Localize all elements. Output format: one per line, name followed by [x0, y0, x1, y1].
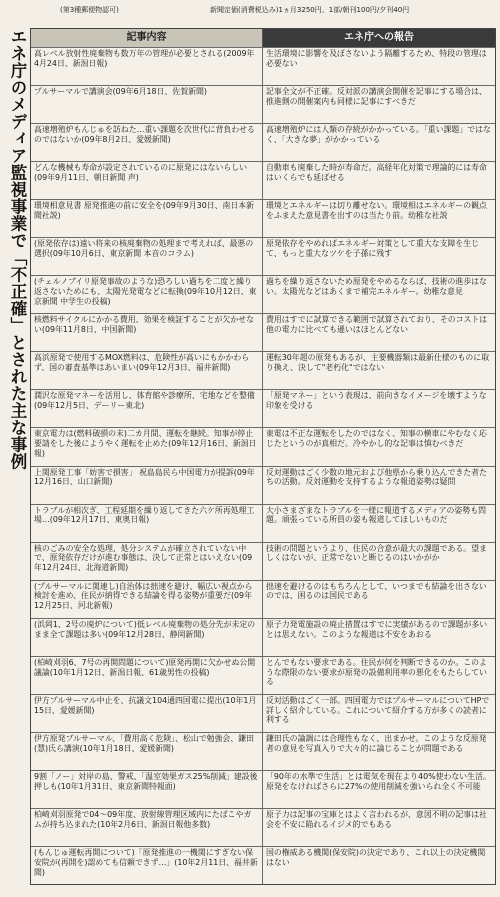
table-row [31, 618, 495, 656]
header-article-content: 記事内容 [31, 29, 263, 47]
table-header [31, 29, 495, 47]
article-content-cell: 東京電力は(燃料破損の末)二カ月間、運転を継続。知事が停止要請をした後にようやく運転を止めた(09年12月16日、新潟日報) [31, 428, 263, 465]
article-content-cell: (プルサーマルに関連し)自治体は拙速を避け、幅広い視点から検討を進め、住民が納得できる結論を得る姿勢が重要だ(09年12月25日、河北新報) [31, 581, 263, 618]
postal-notice: (第3種郵便物認可) [60, 6, 119, 14]
article-content-cell: (原発依存は)遠い将来の核廃棄物の処理まで考えれば、最悪の選択(09年10月6日、東京新聞 本音のコラム) [31, 238, 263, 275]
report-cell: 「90年の水準で生活」とは電気を現在より40%使わない生活。原発をなければさらに27%の使用削減を強いられ全く不可能 [266, 771, 491, 791]
article-content-cell: (チェルノブイリ原発事故のような)恐ろしい過ちを二度と繰り返さないためにも、太陽光発電などに転換(09年10月12日、東京新聞 中学生の投稿) [31, 276, 263, 313]
table-row [31, 199, 495, 237]
article-content-cell: どんな機械も寿命が設定されているのに原発にはないらしい(09年9月11日、朝日新聞 声) [31, 162, 263, 199]
report-cell: 鎌田氏の論調には合理性もなく、出まかせ。このような反原発者の意見を写真入りで大々的に論じることが問題である [266, 733, 487, 753]
header-report: エネ庁への報告 [263, 29, 495, 47]
article-content-cell: 潤沢な原発マネーを活用し、体育館や診療所、宅地などを整備(09年12月5日、デーリー東北) [31, 390, 263, 427]
masthead [0, 0, 500, 18]
report-cell: とんでもない要求である。住民が何を判断できるのか。このような際限のない要求が原発の設備利用率の悪化をもたらしている [266, 657, 487, 687]
table-row [31, 313, 495, 351]
article-content-cell: 9割「ノー」対岸の島、警戒、「温室効果ガス25%削減」建設後押しも(10年1月31日、東京新聞特報面) [31, 771, 263, 808]
report-cell: 記事全文が不正確。反対派の講演会開催を記事にする場合は、推進側の開催案内も同様に記事にすべきだ [266, 87, 487, 106]
report-cell: 技術の問題というより、住民の合意が最大の課題である。望ましくはないが、正常でないと断じるのはいかがか [266, 543, 487, 563]
article-content-cell: 高速増殖炉もんじゅを訪ねた…重い課題を次世代に背負わせるのではないか(09年8月2日、愛媛新聞) [31, 124, 263, 161]
table-body [31, 47, 495, 884]
cases-table [30, 28, 496, 885]
table-row [31, 427, 495, 465]
table-row [31, 351, 495, 389]
article-content-cell: 上関原発工事「妨害で損害」 祝島島民ら中国電力が提訴(09年12月16日、山口新聞) [31, 467, 263, 504]
article-content-cell: 高レベル放射性廃棄物も数万年の管理が必要とされる(2009年4月24日、新潟日報) [31, 48, 263, 85]
report-cell: 原子力発電施設の廃止措置はすでに実績があるので課題が多いとは思えない。このような報道は不安をあおる [266, 619, 488, 639]
article-content-cell: プルサーマルで講演会(09年6月18日、佐賀新聞) [31, 86, 263, 123]
report-cell: 自動車も廃棄した時が寿命だ。高経年化対策で理論的には寿命はいくらでも延ばせる [266, 163, 487, 182]
table-row [31, 846, 495, 884]
article-content-cell: トラブルが相次ぎ、工程延期を繰り返してきた六ケ所再処理工場…(09年12月17日、東奥日報) [31, 505, 263, 542]
article-content-cell: (浜岡1、2号の廃炉について)低レベル廃棄物の処分先が未定のまま全て課題は多い(09年12月28日、静岡新聞) [31, 619, 263, 656]
table-row [31, 275, 495, 313]
report-cell: 国の権威ある機関(保安院)の決定であり、これ以上の決定機関はない [266, 847, 486, 867]
table-row [31, 85, 495, 123]
article-content-cell: 伊方プルサーマル中止を、抗議文104通四国電に提出(10年1月15日、愛媛新聞) [31, 695, 263, 732]
price-notice: 新聞定価(消費税込み)1ヵ月3250円、1部/朝刊100円/夕刊40円 [210, 6, 410, 14]
table-row [31, 161, 495, 199]
table-row [31, 466, 495, 504]
table-row [31, 580, 495, 618]
table-row [31, 770, 495, 808]
article-content-cell: (柏崎刈羽6、7号の再開問題について)原発再開に欠かせぬ公開議論(10年1月12日、新潟日報、61歳男性の投稿) [31, 657, 263, 694]
table-row [31, 694, 495, 732]
table-row [31, 389, 495, 427]
article-content-cell: 核のごみの安全な処理、処分システムが確立されていない中で、原発依存だけが進む事態は、決して正常とはいえない(09年12月24日、北海道新聞) [31, 543, 263, 580]
table-row [31, 47, 495, 85]
table-row [31, 808, 495, 846]
table-row [31, 123, 495, 161]
article-content-cell: 高浜原発で使用するMOX燃料は、危険性が高いにもかかわらず、国の審査基準はあいまい(09年12月3日、福井新聞) [31, 352, 263, 389]
table-row [31, 732, 495, 770]
article-title: エネ庁のメディア監視事業で「不正確」とされた主な事例 [8, 28, 27, 470]
report-cell: 大小さまざまなトラブルを一様に報道するメディアの姿勢も問題。頑張っている所員の姿も報道してほしいものだ [266, 505, 486, 525]
table-row [31, 237, 495, 275]
article-content-cell: 環境相意見書 原発推進の前に安全を(09年9月30日、南日本新聞社説) [31, 200, 263, 237]
report-cell: 東電は不正な運転をしたのではなく、知事の横車にやむなく応じたというのが真相だ。冷やかし的な記事は慎むべきだ [266, 429, 487, 449]
report-cell: 費用はすでに試算できる範囲で試算されており、そのコストは他の電力に比べても遜いはほとんどない [266, 315, 488, 335]
article-content-cell: 核燃料サイクルにかかる費用、効果を検証することが欠かせない(09年11月8日、中国新聞) [31, 314, 263, 351]
report-cell: 高速増殖炉には人類の存続がかかっている。「重い課題」ではなく、「大きな夢」がかかっている [266, 125, 491, 144]
article-content-cell: 柏崎刈羽原発で04〜09年度、放射線管理区域内にたばこやガムが持ち込まれた(10年2月6日、新潟日報他多数) [31, 809, 263, 846]
report-cell: 原子力は記事の宝庫とはよく言われるが、意図不明の記事は社会を不安に陥れるイジメ的でもある [266, 809, 487, 829]
report-cell: 生活環境に影響を及ぼさないよう隔離するため、特段の管理は必要ない [266, 49, 487, 68]
report-cell: 反対活動はごく一部。四国電力ではプルサーマルについてHPで詳しく紹介している。これについて紹介する方が多くの読者に利する [266, 695, 490, 725]
table-row [31, 542, 495, 580]
report-cell: 拙速を避けるのはもちろんとして、いつまでも結論を出さないのでは、困るのは国民である [266, 581, 487, 601]
table-row [31, 504, 495, 542]
article-content-cell: (もんじゅ運転再開について)「原発推進の一機関にすぎない保安院が(再開を)認めても信頼できず…」(10年2月11日、福井新聞) [31, 847, 263, 884]
table-row [31, 656, 495, 694]
report-cell: 運転30年超の原発もあるが、主要機器類は最新仕様のものに取り換え、決して"老朽化"ではない [266, 353, 490, 373]
report-cell: 環境とエネルギーは切り離せない。環境相はエネルギーの観点をふまえた意見書を出すのは当たり前。幼稚な社説 [266, 201, 487, 220]
report-cell: 反対運動はごく少数の地元および他県から乗り込んできた者たちの活動。反対運動を支持するような報道姿勢は疑問 [266, 467, 487, 487]
report-cell: 過ちを繰り返さないため原発をやめるならば、技術の進歩はない。太陽光などはあくまで補完エネルギー。幼稚な意見 [266, 277, 487, 297]
article-content-cell: 伊方原発プルサーマル、「費用高く危険」、松山で勉強会、鎌田(慧)氏ら講演(10年1月18日、愛媛新聞) [31, 733, 263, 770]
report-cell: 原発依存をやめればエネルギー対策として重大な支障を生じて、もっと重大なツケを子孫に残す [266, 239, 480, 259]
report-cell: 「原発マネー」という表現は、前向きなイメージを壊すような印象を受ける [266, 391, 487, 411]
